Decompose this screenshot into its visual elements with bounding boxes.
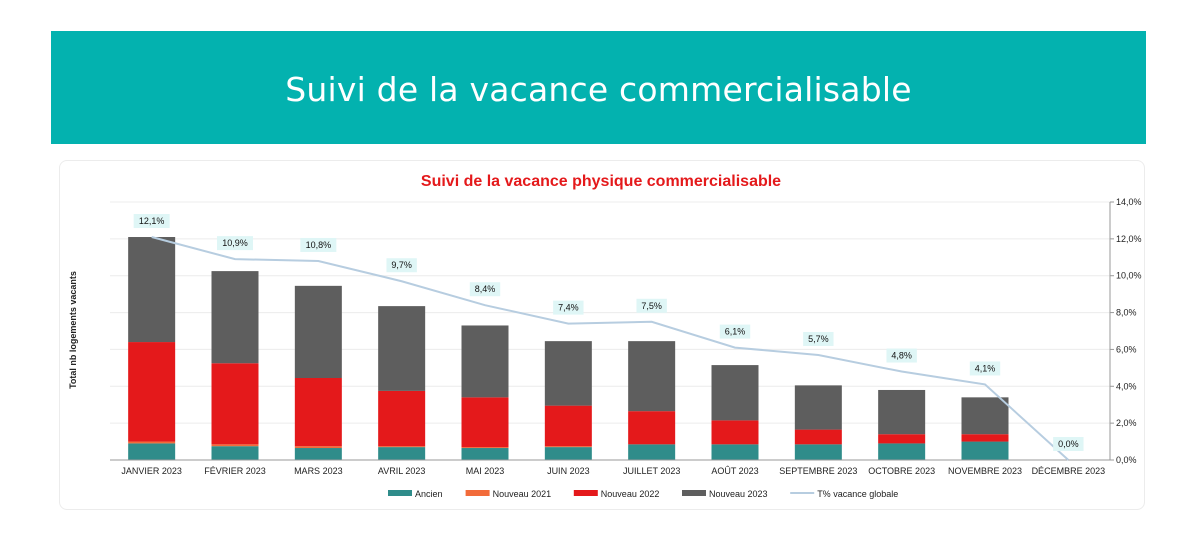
x-tick-label: OCTOBRE 2023	[868, 466, 936, 476]
bar-segment	[545, 406, 592, 447]
bar-segment	[795, 430, 842, 445]
bar-segment	[212, 446, 259, 460]
data-label: 12,1%	[138, 216, 165, 227]
legend-swatch	[682, 490, 706, 496]
bar-segment	[628, 411, 675, 444]
bar-segment	[795, 385, 842, 429]
y2-tick-label: 4,0%	[1116, 381, 1137, 392]
bar-segment	[462, 448, 509, 460]
bar-segment	[712, 420, 759, 444]
bar-segment	[128, 443, 175, 460]
page-title: Suivi de la vacance commercialisable	[285, 70, 912, 109]
y2-tick-label: 0,0%	[1116, 455, 1137, 465]
x-tick-label: MAI 2023	[465, 466, 505, 476]
bar-segment	[295, 378, 342, 446]
bar-segment	[378, 447, 425, 460]
bar-segment	[378, 446, 425, 447]
x-tick-label: NOVEMBRE 2023	[947, 466, 1023, 476]
bar-segment	[795, 444, 842, 460]
bar-segment	[128, 237, 175, 342]
y2-tick-label: 6,0%	[1116, 344, 1137, 355]
y2-tick-label: 12,0%	[1116, 233, 1142, 244]
y2-tick-label: 8,0%	[1116, 307, 1137, 318]
bar-segment	[712, 365, 759, 420]
bar-segment	[212, 271, 259, 363]
bar-segment	[962, 442, 1009, 460]
y2-tick-label: 10,0%	[1116, 270, 1142, 281]
line-series	[152, 237, 1069, 460]
bar-segment	[545, 341, 592, 406]
bar-segment	[212, 363, 259, 444]
bar-segment	[295, 446, 342, 448]
chart-title: Suivi de la vacance physique commercialisable	[420, 173, 782, 190]
y2-tick-label: 14,0%	[1116, 197, 1142, 207]
bar-segment	[878, 390, 925, 434]
legend-entry: Nouveau 2022	[600, 489, 660, 499]
legend-swatch	[388, 490, 412, 496]
bar-segment	[462, 447, 509, 448]
bar-segment	[878, 443, 925, 460]
bar-segment	[628, 341, 675, 411]
data-label: 5,7%	[808, 333, 829, 344]
bar-segment	[545, 446, 592, 447]
x-tick-label: AOÛT 2023	[711, 466, 759, 476]
bar-segment	[878, 434, 925, 443]
legend-swatch	[574, 490, 598, 496]
bar-segment	[962, 397, 1009, 434]
legend-entry: Ancien	[415, 489, 443, 499]
bar-segment	[378, 306, 425, 391]
bar-segment	[712, 444, 759, 460]
x-tick-label: MARS 2023	[294, 466, 343, 476]
y2-tick-label: 2,0%	[1116, 418, 1137, 429]
bar-segment	[295, 286, 342, 378]
legend-swatch	[466, 490, 490, 496]
data-label: 7,5%	[641, 300, 662, 311]
legend-entry: Nouveau 2021	[492, 489, 552, 499]
bar-segment	[962, 434, 1009, 441]
legend-entry: Nouveau 2023	[709, 489, 768, 499]
data-label: 9,7%	[391, 260, 412, 271]
bar-segment	[462, 325, 509, 397]
x-tick-label: AVRIL 2023	[377, 466, 426, 476]
data-label: 7,4%	[558, 302, 579, 313]
bar-segment	[128, 442, 175, 444]
data-label: 0,0%	[1058, 439, 1079, 449]
x-tick-label: SEPTEMBRE 2023	[779, 466, 858, 476]
data-label: 8,4%	[474, 284, 496, 295]
x-tick-label: FÉVRIER 2023	[204, 466, 266, 476]
bar-segment	[628, 444, 675, 460]
bar-segment	[462, 397, 509, 447]
bar-segment	[295, 448, 342, 460]
data-label: 10,8%	[305, 239, 332, 250]
y-axis-label: Total nb logements vacants	[68, 271, 78, 389]
x-tick-label: DÉCEMBRE 2023	[1031, 466, 1106, 476]
bar-segment	[545, 447, 592, 460]
x-tick-label: JUILLET 2023	[622, 466, 681, 476]
x-tick-label: JUIN 2023	[547, 466, 590, 476]
legend-entry: T% vacance globale	[817, 489, 899, 499]
data-label: 4,1%	[974, 363, 996, 374]
data-label: 10,9%	[222, 238, 248, 249]
x-tick-label: JANVIER 2023	[121, 466, 182, 476]
data-label: 6,1%	[724, 326, 746, 337]
bar-segment	[128, 342, 175, 442]
bar-segment	[212, 444, 259, 446]
bar-segment	[378, 391, 425, 446]
data-label: 4,8%	[891, 350, 912, 361]
